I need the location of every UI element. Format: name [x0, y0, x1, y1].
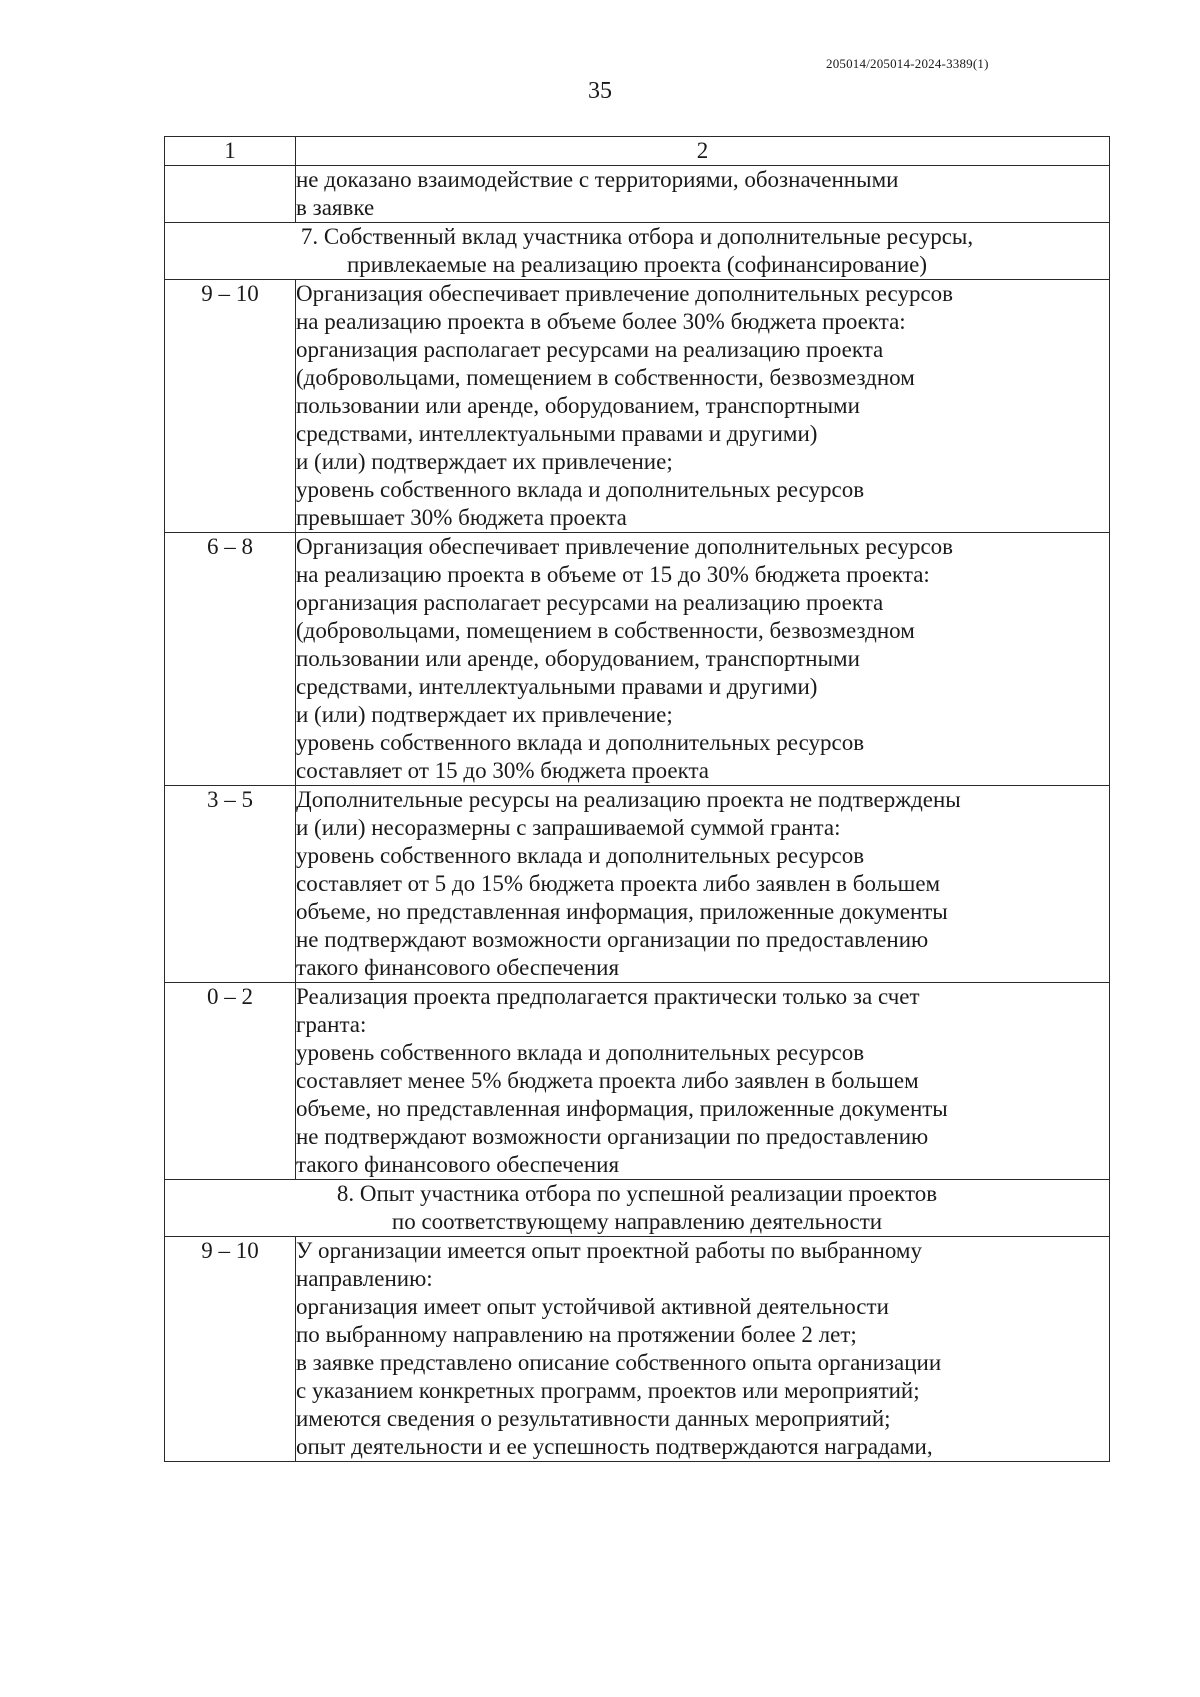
text-line: У организации имеется опыт проектной работы по выбранному: [296, 1238, 922, 1263]
text-line: по выбранному направлению на протяжении более 2 лет;: [296, 1322, 857, 1347]
section-title-row: [165, 223, 1110, 280]
text-line: гранта:: [296, 1012, 367, 1037]
text-line: на реализацию проекта в объеме от 15 до 30% бюджета проекта:: [296, 562, 930, 587]
section-title-line: привлекаемые на реализацию проекта (софинансирование): [347, 252, 927, 277]
description-cell: [296, 983, 1110, 1180]
text-line: пользовании или аренде, оборудованием, транспортными: [296, 646, 860, 671]
text-line: составляет менее 5% бюджета проекта либо заявлен в большем: [296, 1068, 919, 1093]
text-line: не доказано взаимодействие с территориями, обозначенными: [296, 167, 899, 192]
text-line: средствами, интеллектуальными правами и другими): [296, 421, 818, 446]
table-header-row: [165, 137, 1110, 166]
text-line: с указанием конкретных программ, проектов или мероприятий;: [296, 1378, 920, 1403]
table-row: [165, 983, 1110, 1180]
text-line: пользовании или аренде, оборудованием, транспортными: [296, 393, 860, 418]
text-line: Организация обеспечивает привлечение дополнительных ресурсов: [296, 281, 954, 306]
description-cell: [296, 533, 1110, 786]
score-cell: 6 – 8: [165, 533, 296, 786]
text-line: составляет от 15 до 30% бюджета проекта: [296, 758, 709, 783]
text-line: имеются сведения о результативности данных мероприятий;: [296, 1406, 891, 1431]
text-line: составляет от 5 до 15% бюджета проекта либо заявлен в большем: [296, 871, 941, 896]
text-line: и (или) подтверждает их привлечение;: [296, 702, 673, 727]
section-title-line: по соответствующему направлению деятельности: [391, 1209, 883, 1234]
text-line: организация располагает ресурсами на реализацию проекта: [296, 337, 884, 362]
text-line: направлению:: [296, 1266, 433, 1291]
text-line: Реализация проекта предполагается практически только за счет: [296, 984, 920, 1009]
text-line: не подтверждают возможности организации по предоставлению: [296, 927, 929, 952]
text-line: и (или) подтверждает их привлечение;: [296, 449, 673, 474]
column-header-1: 1: [165, 137, 296, 166]
score-cell-empty: [165, 166, 296, 223]
text-line: (добровольцами, помещением в собственности, безвозмездном: [296, 365, 915, 390]
text-line: не подтверждают возможности организации по предоставлению: [296, 1124, 929, 1149]
section-7-title: [165, 223, 1110, 280]
score-cell: 0 – 2: [165, 983, 296, 1180]
text-line: уровень собственного вклада и дополнительных ресурсов: [296, 477, 865, 502]
table-row: [165, 280, 1110, 533]
section-8-title: [165, 1180, 1110, 1237]
text-line: уровень собственного вклада и дополнительных ресурсов: [296, 1040, 865, 1065]
section-title-line: 8. Опыт участника отбора по успешной реализации проектов: [336, 1181, 938, 1206]
description-cell: [296, 1237, 1110, 1462]
text-line: Организация обеспечивает привлечение дополнительных ресурсов: [296, 534, 954, 559]
section-title-line: 7. Собственный вклад участника отбора и дополнительные ресурсы,: [300, 224, 974, 249]
text-line: уровень собственного вклада и дополнительных ресурсов: [296, 730, 865, 755]
text-line: такого финансового обеспечения: [296, 955, 620, 980]
table-row: [165, 1237, 1110, 1462]
text-line: такого финансового обеспечения: [296, 1152, 620, 1177]
description-cell: [296, 280, 1110, 533]
text-line: организация располагает ресурсами на реализацию проекта: [296, 590, 884, 615]
score-cell: 3 – 5: [165, 786, 296, 983]
text-line: Дополнительные ресурсы на реализацию проекта не подтверждены: [296, 787, 961, 812]
score-cell: 9 – 10: [165, 280, 296, 533]
score-cell: 9 – 10: [165, 1237, 296, 1462]
criteria-table: [164, 136, 1110, 1462]
table-row: [165, 786, 1110, 983]
section-title-row: [165, 1180, 1110, 1237]
text-line: на реализацию проекта в объеме более 30% бюджета проекта:: [296, 309, 906, 334]
text-line: уровень собственного вклада и дополнительных ресурсов: [296, 843, 865, 868]
text-line: объеме, но представленная информация, приложенные документы: [296, 1096, 948, 1121]
description-cell: [296, 786, 1110, 983]
text-line: опыт деятельности и ее успешность подтверждаются наградами,: [296, 1434, 933, 1459]
text-line: средствами, интеллектуальными правами и другими): [296, 674, 818, 699]
text-line: превышает 30% бюджета проекта: [296, 505, 627, 530]
text-line: (добровольцами, помещением в собственности, безвозмездном: [296, 618, 915, 643]
column-header-2: 2: [296, 137, 1110, 166]
text-line: в заявке: [296, 195, 375, 220]
text-line: и (или) несоразмерны с запрашиваемой суммой гранта:: [296, 815, 841, 840]
table-row: [165, 166, 1110, 223]
description-cell: [296, 166, 1110, 223]
document-id: 205014/205014-2024-3389(1): [826, 56, 989, 71]
page-number: 35: [588, 78, 612, 104]
text-line: организация имеет опыт устойчивой активной деятельности: [296, 1294, 889, 1319]
text-line: в заявке представлено описание собственного опыта организации: [296, 1350, 942, 1375]
text-line: объеме, но представленная информация, приложенные документы: [296, 899, 948, 924]
table-row: [165, 533, 1110, 786]
